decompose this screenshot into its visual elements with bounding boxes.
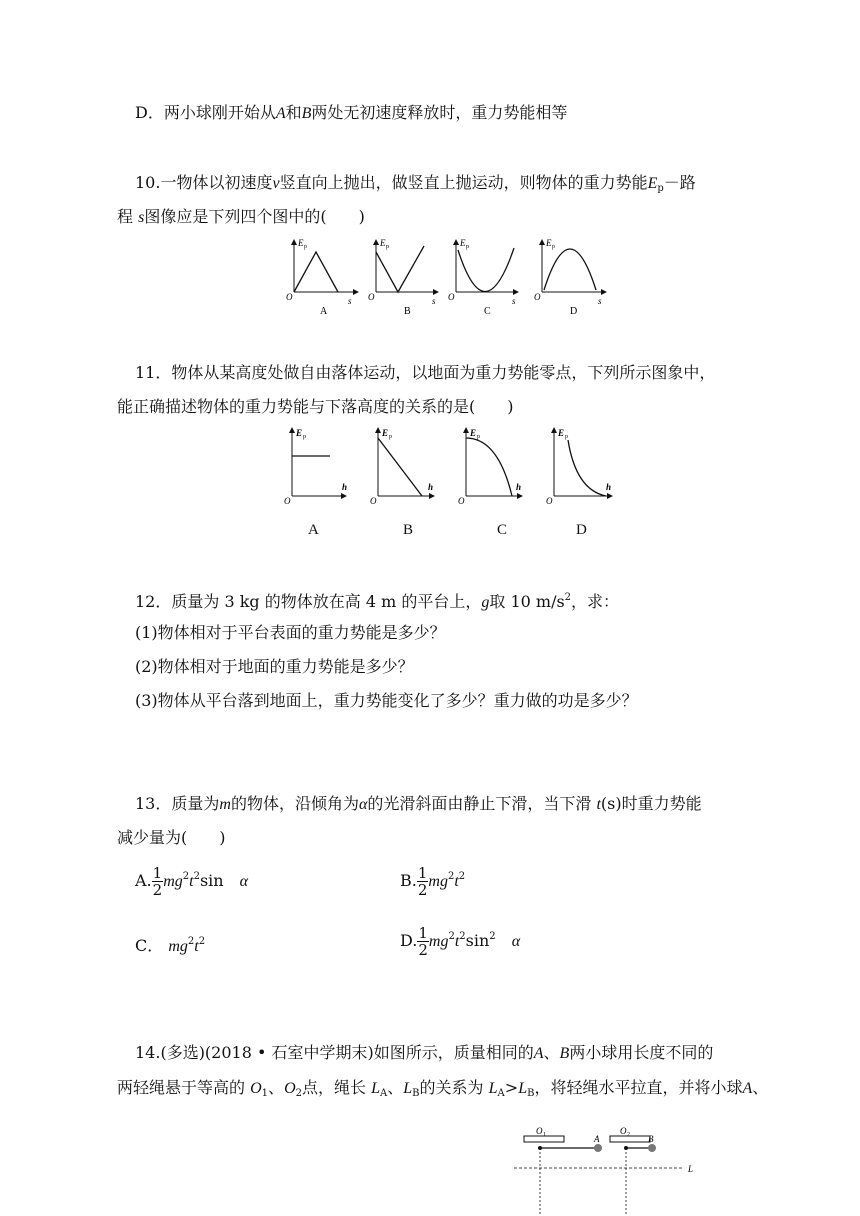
sub-p: p (657, 183, 664, 194)
alpha: α (511, 933, 521, 950)
var-b: B (559, 1045, 570, 1062)
axis-y-label: E (558, 428, 565, 438)
var-o: O (250, 1080, 262, 1097)
origin-label: O (448, 292, 455, 302)
option-label: C． (135, 936, 164, 955)
num: 1 (152, 864, 163, 882)
label-l: L (688, 1164, 694, 1174)
q13-stem-line1 (135, 793, 702, 816)
sup-2: 2 (447, 871, 455, 882)
axis-x-label: h (428, 482, 434, 492)
fraction-half (152, 865, 164, 898)
text: 、 (543, 1043, 560, 1062)
label-o2: O (620, 1126, 627, 1136)
var-o: O (284, 1080, 296, 1097)
sin: sin (199, 871, 224, 890)
fraction-half (417, 925, 429, 958)
axis-y-sub: p (304, 244, 307, 250)
axis-y-label: E (546, 238, 552, 248)
mg: mg (428, 873, 448, 890)
graph-label-b: B (404, 306, 411, 317)
label-o1: O (536, 1126, 543, 1136)
label-b: B (648, 1134, 654, 1144)
q12-sub1: (1)物体相对于平台表面的重力势能是多少？ (135, 623, 446, 642)
den: 2 (152, 881, 163, 899)
text: 的光滑斜面由静止下滑，当下滑 (367, 794, 592, 813)
t: t (194, 938, 199, 955)
q11-graph-a (284, 428, 347, 506)
text: 的物体，沿倾角为 (230, 794, 359, 813)
origin-label: O (368, 292, 375, 302)
var-alpha: α (358, 796, 368, 813)
text: 竖直向上抛出，做竖直上抛运动，则物体的重力势能 (279, 173, 648, 192)
text: 、 (268, 1078, 285, 1097)
t: t (454, 873, 459, 890)
q9-option-d (135, 102, 567, 125)
axis-y-label: E (470, 428, 477, 438)
text: 图像应是下列四个图中的( ) (144, 207, 365, 226)
label-a: A (594, 1134, 600, 1144)
q11-graph-d (546, 428, 612, 506)
var-t: t (596, 796, 601, 813)
q13-option-b (400, 862, 465, 898)
var-g: g (481, 594, 490, 611)
sup-2: 2 (448, 931, 455, 942)
text: 、 (387, 1078, 404, 1097)
q11-graph-label-d: D (576, 522, 587, 538)
axis-y-sub: p (386, 244, 389, 250)
axis-x-label: h (516, 482, 522, 492)
axis-y-label: E (460, 238, 466, 248)
axis-x-label: s (512, 296, 516, 306)
axis-x-label: s (348, 296, 352, 306)
q12-sub2: (2)物体相对于地面的重力势能是多少？ (135, 657, 414, 676)
sup-2: 2 (198, 936, 206, 947)
axis-y-sub: p (552, 244, 555, 250)
label-o1-sub: 1 (543, 1132, 546, 1138)
var-a: A (275, 105, 286, 122)
axis-y-sub: p (389, 434, 392, 440)
fraction-half (417, 865, 429, 898)
var-l: L (371, 1080, 381, 1097)
axis-x-label: h (342, 482, 348, 492)
q13-option-a (135, 862, 248, 898)
mg: mg (428, 933, 449, 950)
q13-option-d (400, 922, 520, 958)
text: ，求： (571, 592, 620, 611)
label-o2-sub: 2 (627, 1132, 630, 1138)
q10-graph-c (448, 238, 518, 306)
text: (s)时重力势能 (600, 794, 702, 813)
graph-label-a: A (320, 306, 328, 317)
origin-label: O (284, 496, 291, 506)
q11-graph-c (458, 428, 522, 506)
text: 程 (117, 207, 134, 226)
text: 10.一物体以初速度 (135, 173, 273, 192)
var-l: L (403, 1080, 413, 1097)
q11-graph-b (370, 428, 434, 506)
axis-x-label: h (606, 482, 612, 492)
sub-a: A (380, 1088, 388, 1099)
alpha: α (239, 873, 249, 890)
text: 两轻绳悬于等高的 (117, 1078, 246, 1097)
sup-2: 2 (564, 592, 572, 603)
ball-b (648, 1144, 656, 1152)
text: 12．质量为 3 kg 的物体放在高 4 m 的平台上， (135, 592, 482, 611)
q11-graph-label-c: C (497, 522, 508, 538)
option-label: D. (400, 931, 418, 950)
text: ，将轻绳水平拉直，并将小球 (534, 1078, 743, 1097)
sub-a: A (497, 1088, 505, 1099)
sub-b: B (527, 1088, 535, 1099)
axis-x-label: s (598, 296, 602, 306)
t: t (454, 933, 460, 950)
var-l: L (518, 1080, 528, 1097)
sup-2: 2 (459, 931, 466, 942)
ball-a (594, 1144, 602, 1152)
axis-y-label: E (298, 238, 304, 248)
var-a: A (742, 1080, 753, 1097)
q14-stem-line2 (117, 1077, 768, 1105)
t: t (189, 873, 194, 890)
origin-label: O (546, 496, 553, 506)
q10-graph-b (368, 238, 438, 306)
var-a: A (533, 1045, 544, 1062)
origin-label: O (458, 496, 465, 506)
q13-option-c (135, 927, 205, 962)
text: 和 (285, 103, 302, 122)
q11-stem-line1: 11．物体从某高度处做自由落体运动，以地面为重力势能零点，下列所示图象中， (135, 363, 716, 382)
q10-graph-a (286, 238, 358, 306)
num: 1 (417, 864, 428, 882)
axis-y-sub: p (477, 434, 480, 440)
text: 两处无初速度释放时，重力势能相等 (311, 103, 568, 122)
text: 13．质量为 (135, 794, 220, 813)
mg: mg (163, 873, 183, 890)
q12-stem (135, 587, 619, 614)
q10-graphs (280, 232, 620, 322)
axis-y-sub: p (303, 434, 306, 440)
text: 的关系为 (419, 1078, 484, 1097)
text: 两小球用长度不同的 (569, 1043, 714, 1062)
var-l: L (488, 1080, 498, 1097)
axis-x-label: s (432, 296, 436, 306)
q11-stem-line2: 能正确描述物体的重力势能与下落高度的关系的是( ) (117, 397, 514, 416)
q10-stem-line1 (135, 172, 696, 200)
sup-2: 2 (458, 871, 466, 882)
graph-label-d: D (570, 306, 578, 317)
text: 点，绳长 (302, 1078, 367, 1097)
var-e: E (647, 175, 658, 192)
graph-label-c: C (484, 306, 491, 317)
origin-label: O (286, 292, 293, 302)
sup-2: 2 (489, 931, 496, 942)
axis-y-label: E (296, 428, 303, 438)
q11-graph-label-a: A (308, 522, 319, 538)
text: 取 10 m/s (489, 592, 565, 611)
sup-2: 2 (182, 871, 190, 882)
option-label: B. (400, 871, 417, 890)
text: 、 (752, 1078, 769, 1097)
sub-b: B (412, 1088, 420, 1099)
num: 1 (418, 924, 428, 942)
q10-stem-line2 (117, 206, 365, 229)
q12-sub3: (3)物体从平台落到地面上，重力势能变化了多少？重力做的功是多少？ (135, 691, 638, 710)
q11-graphs (280, 424, 620, 510)
sin: sin (465, 931, 490, 950)
q14-figure (508, 1122, 708, 1216)
sub-2: 2 (295, 1088, 302, 1099)
sub-1: 1 (261, 1088, 269, 1099)
axis-y-sub: p (565, 434, 568, 440)
var-m: m (219, 796, 231, 813)
var-v: v (272, 175, 280, 192)
gt: > (504, 1078, 519, 1097)
axis-y-label: E (382, 428, 389, 438)
mg: mg (168, 938, 188, 955)
var-b: B (301, 105, 312, 122)
den: 2 (417, 881, 428, 899)
q10-graph-d (534, 238, 606, 306)
axis-y-sub: p (466, 244, 469, 250)
text: 14.(多选)(2018 • 石室中学期末)如图所示，质量相同的 (135, 1043, 534, 1062)
option-label: A. (135, 871, 152, 890)
q14-stem-line1 (135, 1042, 713, 1065)
text: －路 (663, 173, 696, 192)
var-s: s (138, 209, 145, 226)
axis-y-label: E (380, 238, 386, 248)
sup-2: 2 (187, 936, 195, 947)
origin-label: O (370, 496, 377, 506)
sup-2: 2 (193, 871, 200, 882)
q11-graph-label-b: B (403, 522, 414, 538)
origin-label: O (534, 292, 541, 302)
text: D．两小球刚开始从 (135, 103, 276, 122)
den: 2 (418, 941, 428, 959)
q13-stem-line2: 减少量为( ) (117, 828, 226, 847)
